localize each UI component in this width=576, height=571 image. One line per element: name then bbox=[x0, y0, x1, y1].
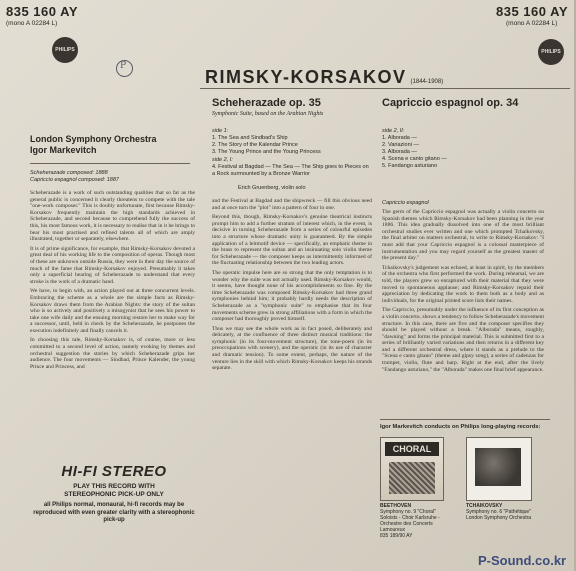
capriccio-side-label: side 2, II: bbox=[382, 128, 405, 134]
conductor-name: Igor Markevitch bbox=[30, 145, 97, 155]
beethoven-extra: Soloists - Choir Karlsruhe - Orchestre des Concerts Lamoureux bbox=[380, 515, 440, 533]
hifi-stereo-title: HI-FI STEREO bbox=[61, 463, 167, 480]
cap-track-1: 1. Alborada — bbox=[382, 135, 417, 141]
right-para-1: The germ of the Capriccio espagnol was actually a violin concerto on Spanish themes which Rimsky-Korsakov had been planning in the year 1886. This idea gradually dissolved into one of the most brilliant orchestral studies ever written and one which prompted Tchaikovsky, the final arbiter on matters orchestral, to write to Rimsky-Korsakov: "I must add that your Capriccio espagnol is a colossal masterpiece of instrumentation and you may regard yourself as the greatest master of the present day." bbox=[382, 209, 544, 262]
right-para-2: Tchaikovsky's judgement was echoed, at least in spirit, by the members of the orchestra who first performed the work. During rehearsal, we are told, the players grew so enraptured with their material that they were moved to spontaneous applause; and Rimsky-Korsakov repaid their appreciation by dedicating the work to them both as a body and as individuals, for the original printed score lists their names. bbox=[382, 264, 544, 304]
composition-dates bbox=[30, 170, 195, 184]
mid-para-3: The operatic impulse here are so strong that the only temptation is to wonder why the suite was not actually used. Rimsky-Korsakov would, it seems, have thought none of his accomplishments so fine. By the time Scheherazade was composed Rimsky-Korsakov had three grand symphonies behind him; it probably hardly needs the description of Scheherazade as a "symphonic suite" to emphasise that its four movements scheme grew in strong affiliations with a form in which the composer had thoroughly proved himself. bbox=[212, 269, 372, 323]
beethoven-cover-art bbox=[389, 462, 435, 494]
track-1-2: 2. The Story of the Kalendar Prince bbox=[212, 142, 298, 148]
track-1-1: 1. The Sea and Sindbad's Ship bbox=[212, 135, 288, 141]
mid-para-4: Thus we may see the whole work as in fact posed, deliberately and delicately, at the confluence of three distinct musical traditions: the symphonic (in its four-movement structure), the tone-poem (in its preoccupations with scenery), and the operatic (in its use of character and dramatic tension). To some extent, perhaps, the nature of the venture lies in the skill with which Rimsky-Korsakov keeps his strands separate. bbox=[212, 325, 372, 372]
capriccio-tracks bbox=[382, 128, 542, 170]
mono-number-left: (mono A 02284 L) bbox=[6, 20, 58, 27]
side-1-label: side 1: bbox=[212, 128, 229, 134]
header-rule bbox=[200, 88, 570, 89]
tchaikovsky-composer: TCHAIKOVSKY bbox=[466, 503, 503, 509]
tchaikovsky-cover-art bbox=[475, 448, 521, 486]
composer-name: RIMSKY-KORSAKOV bbox=[205, 67, 407, 87]
scheherazade-tracks bbox=[212, 128, 372, 178]
mono-number-right: (mono A 02284 L) bbox=[506, 20, 558, 27]
beethoven-work: Symphony no. 9 "Choral" bbox=[380, 509, 436, 515]
stereo-line-1: PLAY THIS RECORD WITH bbox=[73, 483, 155, 490]
cap-track-5: 5. Fandango asturiano bbox=[382, 163, 438, 169]
left-para-1: Scheherazade is a work of such outstanding qualities that so far as the general public is concerned it clearly threatens to compete with the tale "one-work composer." This is doubly unfortunate, first because Rimsky-Korsakov frequently maintain the high standards achieved in Scheherazade, and second because to comprehend fully the success of this, his most famous work, it is necessary to realise that in it he brings to bear his most practised and refined talents all of which are amply illustrated, together or separately, elsewhere. bbox=[30, 190, 195, 243]
beethoven-label bbox=[380, 503, 455, 539]
left-para-3: We have, to begin with, an action played out at three concurrent levels. Embracing the scheme as a whole are the simple facts as Rimsky-Korsakov draws them from the Arabian Nights: the story of the sultan who is so actively and positively a misogynist that he sees his power to take one wife daily and the ensuing morning restore her to make way for a successor, until, held in check by the Scheherazade, he postpones the execution indefinitely and finally cancels it. bbox=[30, 288, 195, 334]
track-2-4: 4. Festival at Bagdad — The Sea — The Ship goes to Pieces on a Rock surmounted by a Bronze Warrior bbox=[212, 164, 369, 177]
catalog-number-left: 835 160 AY bbox=[6, 4, 78, 19]
left-notes bbox=[30, 190, 195, 370]
mid-para-2: Beyond this, though, Rimsky-Korsakov's genuine theatrical instincts prompt him to add a further stratum of interest which, in the event, is decisive in turning Scheherazade from a series of colourful episodes into a structure whose dramatic unity is guaranteed. By the simple application of a leitmotif device — specifically, an emphatic theme in the brass to represent the sultan and an insinuating solo violin theme for Scheherazade — the composer keeps us intermittently informed of the fluctuating relationship between the two leading actors. bbox=[212, 214, 372, 267]
stereo-note: all Philips normal, monaural, hi-fi records may be reproduced with even greater clarity with a stereophonic pick-up bbox=[33, 502, 195, 523]
performer-credits bbox=[30, 134, 180, 156]
beethoven-catno: 835 189/90 AY bbox=[380, 533, 413, 539]
beethoven-cover-band: CHORAL bbox=[385, 442, 439, 456]
left-rule bbox=[30, 163, 190, 164]
beethoven-composer: BEETHOVEN bbox=[380, 503, 412, 509]
stereo-notice bbox=[28, 463, 200, 563]
site-watermark: P-Sound.co.kr bbox=[478, 553, 567, 568]
philips-logo-left-word: PHILIPS bbox=[55, 47, 75, 53]
related-heading: Igor Markevitch conducts on Philips long-playing records: bbox=[380, 424, 541, 430]
scheherazade-title: Scheherazade op. 35 bbox=[212, 97, 321, 109]
beethoven-cover bbox=[380, 437, 444, 501]
left-para-2: It is of prime significance, for example, that Rimsky-Korsakov devoted a great deal of his working life to the composition of operas. Though most of these are unknown outside Russia, they were in their day the source of much of the fame that Rimsky-Korsakov enjoyed. Presumably it takes only a superficial hearing of Scheherazade to understand that every stroke is the work of a dramatic hand. bbox=[30, 245, 195, 285]
catalog-number-right: 835 160 AY bbox=[496, 4, 568, 19]
middle-notes bbox=[212, 198, 372, 372]
right-notes bbox=[382, 209, 544, 373]
philips-logo-left bbox=[52, 37, 78, 63]
cap-track-4: 4. Scena e canto gitano — bbox=[382, 156, 447, 162]
cap-track-3: 3. Alborada — bbox=[382, 149, 417, 155]
composer-header bbox=[205, 67, 443, 88]
composed-capriccio: Capriccio espagnol composed: 1887 bbox=[30, 177, 119, 183]
cap-track-2: 2. Variazioni — bbox=[382, 142, 419, 148]
orchestra-name: London Symphony Orchestra bbox=[30, 134, 157, 144]
tchaikovsky-cover bbox=[466, 437, 532, 501]
track-1-3: 3. The Young Prince and the Young Princess bbox=[212, 149, 321, 155]
scheherazade-subtitle: Symphonic Suite, based on the Arabian Nights bbox=[212, 111, 324, 117]
handwritten-mark: P bbox=[120, 61, 127, 71]
related-rule bbox=[380, 419, 550, 420]
mid-para-1: and the Festival at Bagdad and the shipwreck — fill this obvious need and at once turn the "plot" into a pattern of four in one. bbox=[212, 198, 372, 211]
tchaikovsky-label bbox=[466, 503, 546, 521]
capriccio-heading: Capriccio espagnol bbox=[382, 200, 429, 206]
composed-scheherazade: Scheherazade composed: 1888 bbox=[30, 170, 108, 176]
left-para-4: In choosing this tale, Rimsky-Korsakov is, of course, more or less committed to a second level of action, namely evoking by themes and orchestral suggestion the stories by which Scheherazade grips her audience. The four movements — Sindbad, Prince Kalender, the young Prince and Princess, and bbox=[30, 337, 195, 370]
tchaikovsky-work: Symphony no. 6 "Pathétique" bbox=[466, 509, 531, 515]
capriccio-title: Capriccio espagnol op. 34 bbox=[382, 97, 519, 109]
side-2-label: side 2, I: bbox=[212, 157, 233, 163]
composer-dates: (1844-1908) bbox=[410, 79, 444, 85]
philips-logo-right bbox=[538, 39, 564, 65]
stereo-line-2: STEREOPHONIC PICK-UP ONLY bbox=[64, 491, 164, 498]
right-para-3: The Capriccio, presumably under the influence of its first conception as a violin concerto, shows a tendency to follow Scheherazade's movement structure. In this case, there are five and the composer specifies they should be played without a break. "Alborada" means, roughly, "dawning" and forms the principal material. This is submitted first to a series of brilliantly varied variations and then returns in a different key and a different orchestral dress, where it stands as a prelude to the "Scena e canto gitano" (theme and gipsy song), a series of cadenzas for trumpet, violin, flute and harp. Right at the end, after the lively "Fandango asturiano," the "Alborada" makes one final brief appearance. bbox=[382, 307, 544, 373]
philips-logo-right-word: PHILIPS bbox=[541, 49, 561, 55]
tchaikovsky-extra: London Symphony Orchestra bbox=[466, 515, 532, 521]
violin-soloist: Erich Gruenberg, violin solo bbox=[238, 185, 306, 191]
